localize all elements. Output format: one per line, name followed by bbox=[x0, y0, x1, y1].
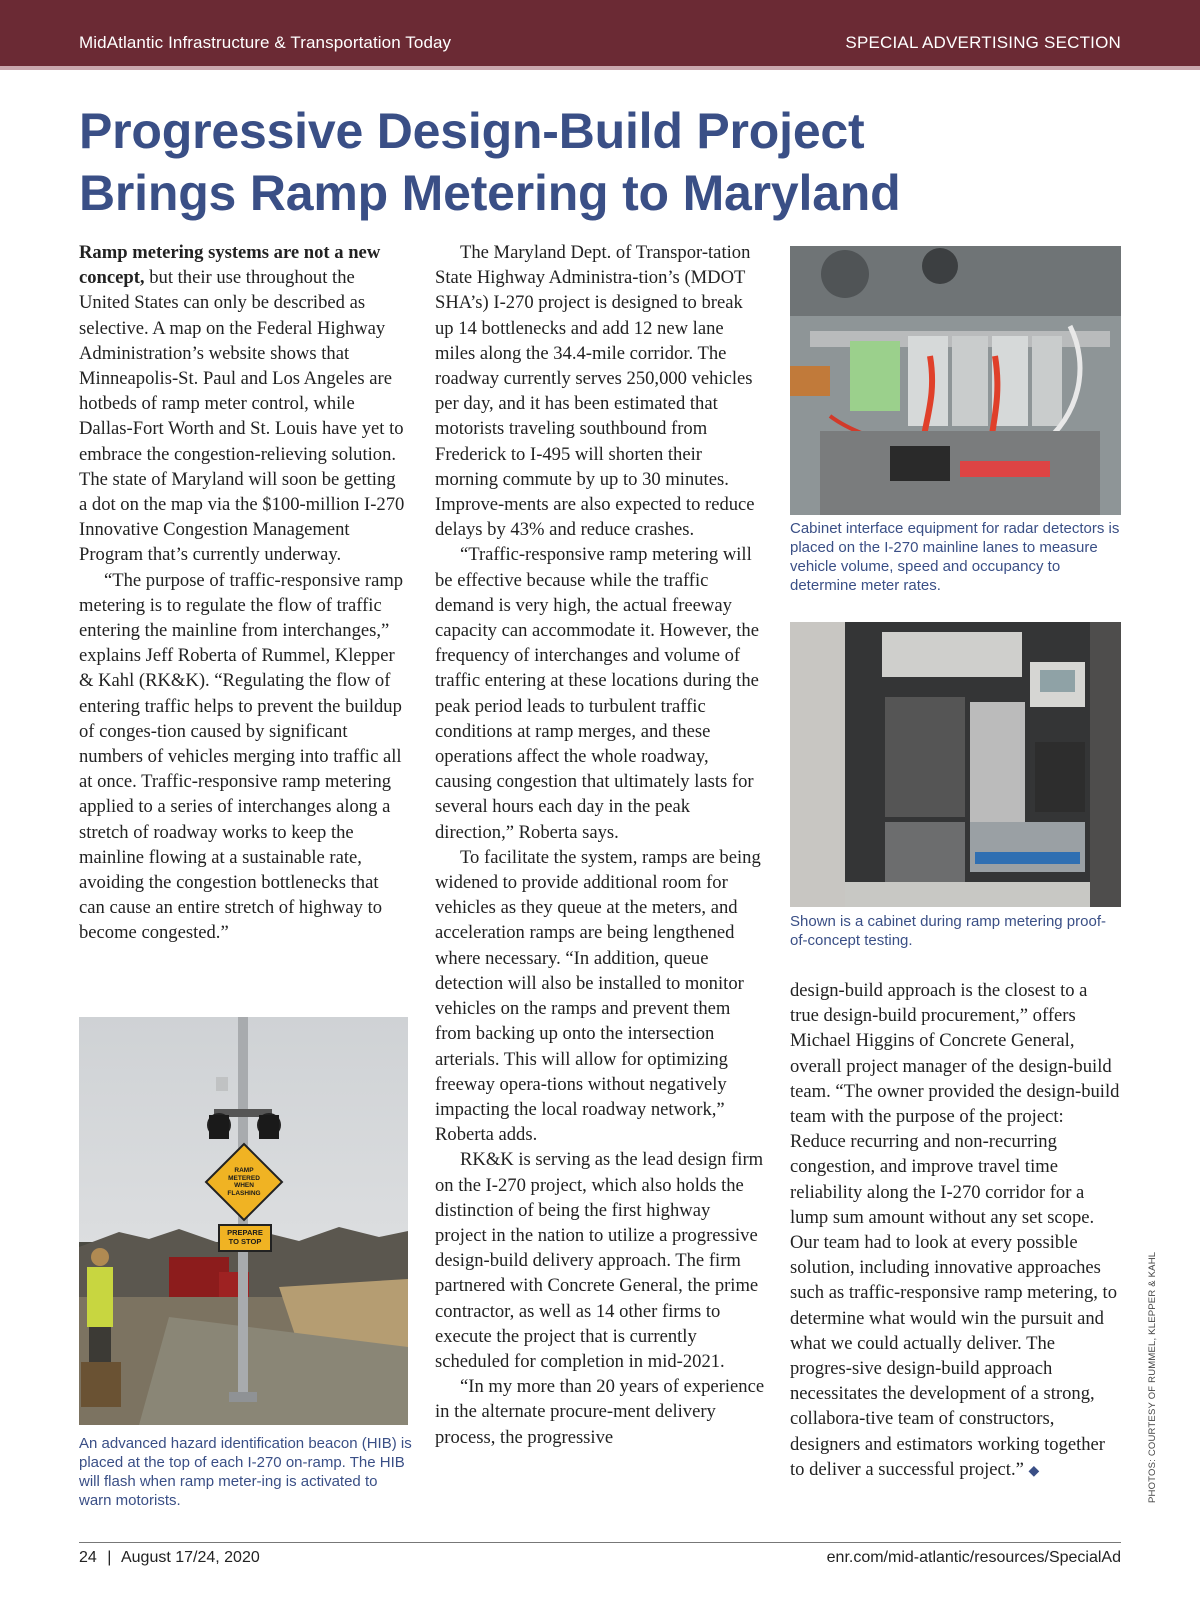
beacon-diamond-sign: RAMP METERED WHEN FLASHING bbox=[227, 1167, 261, 1197]
cabinet-testing-caption: Shown is a cabinet during ramp metering proof-of-concept testing. bbox=[790, 913, 1106, 949]
paragraph-2: “The purpose of traffic-responsive ramp metering is to regulate the flow of traffic entering the mainline from interchanges,” explains Jeff Roberta of Rummel, Klepper & Kahl (RK&K). “Regulating the flow of entering traffic helps to prevent the buildup of conges-tion caused by significant numbers of vehicles merging into traffic all at once. Traffic-responsive ramp metering applied to a series of interchanges along a stretch of roadway works to keep the mainline flowing at a sustainable rate, avoiding the congestion bottlenecks that can cause an entire stretch of highway to become congested.” bbox=[79, 569, 404, 944]
title-line-1: Progressive Design-Build Project bbox=[79, 103, 865, 159]
article-title bbox=[79, 100, 1119, 224]
footer-url: enr.com/mid-atlantic/resources/SpecialAd bbox=[826, 1549, 1121, 1566]
lead-text: but their use throughout the United States can only be described as selective. A map on the Federal Highway Administration’s website shows that Minneapolis-St. Paul and Los Angeles are hotbeds of ramp meter control, while Dallas-Fort Worth and St. Louis have yet to embrace the congestion-relieving solution. The state of Maryland will soon be getting a dot on the map via the $100-million I-270 Innovative Congestion Management Program that’s currently underway. bbox=[79, 267, 405, 566]
beacon-photo-graphic bbox=[79, 1017, 408, 1425]
beacon-photo bbox=[79, 1017, 408, 1425]
paragraph-4: “Traffic-responsive ramp metering will be effective because while the traffic demand is very high, the actual freeway capacity can accommodate it. However, the frequency of interchanges and volume of traffic entering at these locations during the peak period leads to turbulent traffic conditions at ramp merges, and these operations affect the whole roadway, causing congestion that ultimately lasts for several hours each day in the peak direction,” Roberta says. bbox=[435, 544, 759, 843]
paragraph-8 bbox=[790, 978, 1120, 1484]
column-3 bbox=[790, 978, 1120, 1484]
cabinet-testing-photo bbox=[790, 622, 1121, 907]
cabinet-interface-caption: Cabinet interface equipment for radar detectors is placed on the I-270 mainline lanes to measure vehicle volume, speed and occupancy to determine meter rates. bbox=[790, 520, 1120, 594]
lead-paragraph bbox=[79, 240, 407, 568]
issue-date: August 17/24, 2020 bbox=[120, 1549, 260, 1566]
beacon-rect-sign: PREPARE TO STOP bbox=[227, 1228, 263, 1246]
lead-bold-text: Ramp metering systems are not a new concept, bbox=[79, 242, 381, 289]
paragraph-8-text: design-build approach is the closest to a true design-build procurement,” offers Michael Higgins of Concrete General, overall project manager of the design-build team. “The owner provided the design-build team with the purpose of the project: Reduce recurring and non-recurring congestion, and improve travel time reliability along the I-270 corridor for a lump sum amount without any set scope. Our team had to look at every possible solution, including innovative approaches such as traffic-responsive ramp metering, to determine what would win the pursuit and what we could actually deliver. The progres-sive design-build approach necessitates the development of a strong, collabora-tive team of constructors, designers and estimators working together to deliver a successful project.” bbox=[790, 980, 1120, 1480]
header-band bbox=[0, 0, 1200, 66]
column-2 bbox=[435, 240, 765, 1450]
cabinet-interface-photo bbox=[790, 246, 1121, 515]
end-mark-icon: ◆ bbox=[1028, 1463, 1040, 1479]
paragraph-3: The Maryland Dept. of Transpor-tation State Highway Administra-tion’s (MDOT SHA’s) I-270 project is designed to break up 14 bottlenecks and add 12 new lane miles along the 34.4-mile corridor. The roadway currently serves 250,000 vehicles per day, and it has been estimated that motorists traveling southbound from Frederick to I-495 will shorten their morning commute by up to 30 minutes. Improve-ments are also expected to reduce delays by 43% and reduce crashes. bbox=[435, 242, 755, 541]
photo-credit: PHOTOS: COURTESY OF RUMMEL, KLEPPER & KAHL bbox=[1147, 1251, 1158, 1503]
footer-rule bbox=[79, 1542, 1121, 1543]
footer-separator: | bbox=[107, 1549, 112, 1566]
paragraph-5: To facilitate the system, ramps are being widened to provide additional room for vehicles as they queue at the meters, and acceleration ramps are being lengthened where necessary. “In addition, queue detection will also be installed to monitor vehicles on the ramps and prevent them from backing up onto the intersection arterials. This will allow for optimizing freeway opera-tions without negatively impacting the local roadway network,” Roberta adds. bbox=[435, 846, 761, 1146]
header-rule bbox=[0, 66, 1200, 70]
cabinet-interface-graphic bbox=[790, 246, 1121, 515]
column-1 bbox=[79, 240, 407, 946]
section-label: SPECIAL ADVERTISING SECTION bbox=[845, 33, 1121, 52]
paragraph-7: “In my more than 20 years of experience in the alternate procure-ment delivery process, the progressive bbox=[435, 1376, 765, 1448]
page-number: 24 bbox=[79, 1549, 97, 1566]
publication-name: MidAtlantic Infrastructure & Transportation Today bbox=[79, 33, 452, 52]
cabinet-testing-graphic bbox=[790, 622, 1121, 907]
beacon-caption: An advanced hazard identification beacon (HIB) is placed at the top of each I-270 on-ramp. The HIB will flash when ramp meter-ing is activated to warn motorists. bbox=[79, 1435, 412, 1509]
paragraph-6: RK&K is serving as the lead design firm on the I-270 project, which also holds the distinction of being the first highway project in the nation to utilize a progressive design-build delivery approach. The firm partnered with Concrete General, the prime contractor, as well as 14 other firms to execute the project that is currently scheduled for completion in mid-2021. bbox=[435, 1149, 764, 1372]
footer-page-info bbox=[79, 1549, 260, 1567]
title-line-2: Brings Ramp Metering to Maryland bbox=[79, 165, 901, 221]
